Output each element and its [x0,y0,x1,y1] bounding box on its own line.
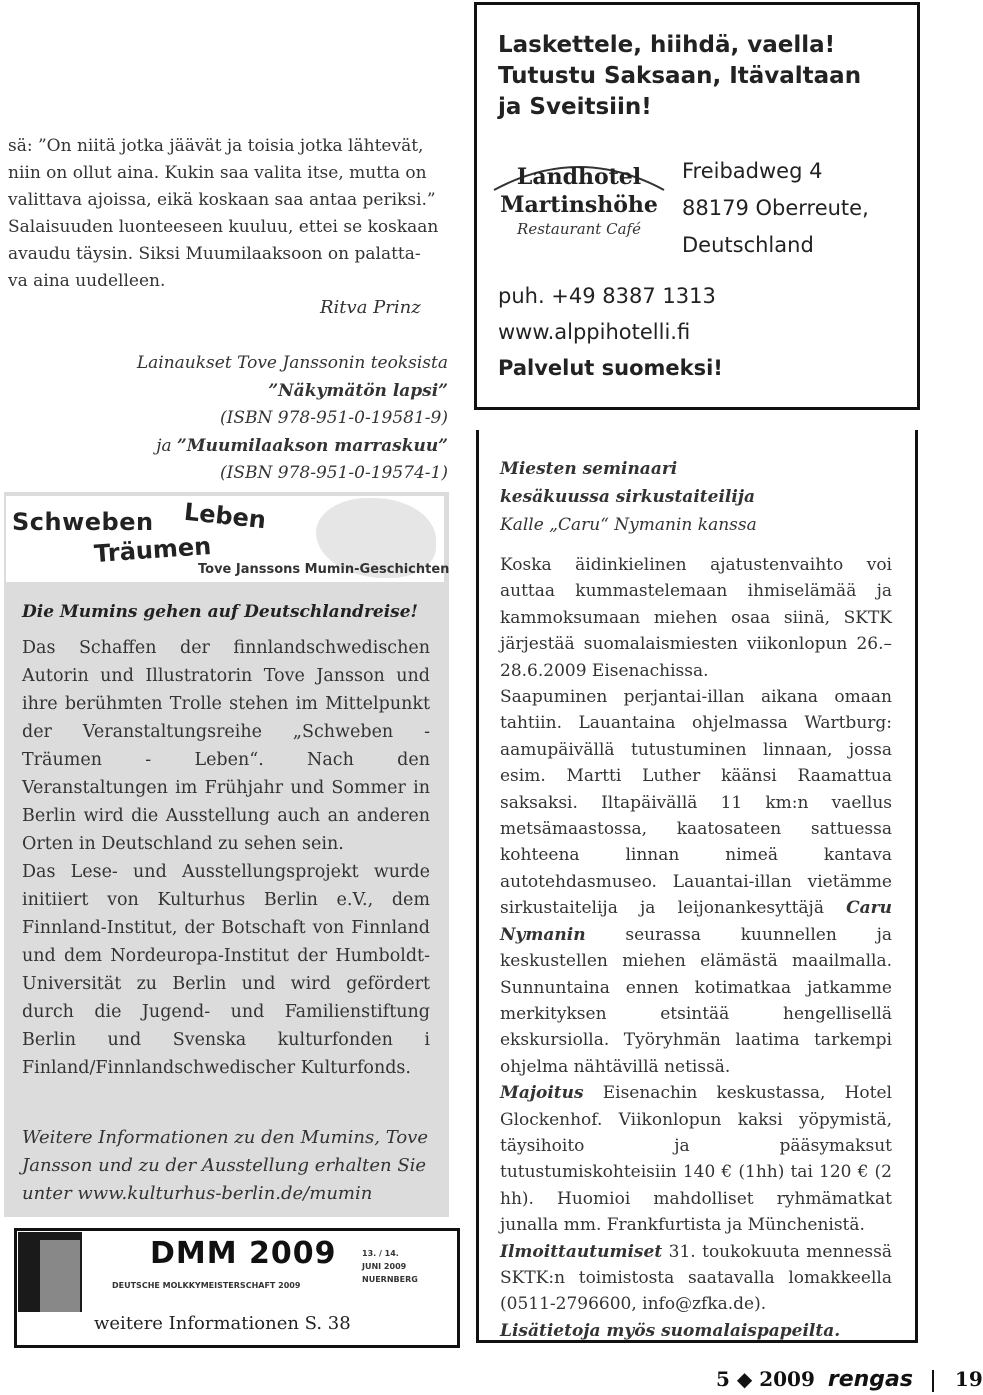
seminar-text: 31. toukokuuta mennessä SKTK:n toimistosta saatavalla lomakkeella (0511-2796600, info@zfka.de). [500,1241,892,1315]
isbn: (ISBN 978-951-0-19581-9) [220,408,448,428]
exhibition-banner [6,496,450,582]
address-line: Deutschland [682,233,814,257]
conjunction: ja [156,435,177,456]
seminar-paragraph [500,1239,892,1318]
seminar-text: Eisenachin keskustassa, Hotel Glockenhof. Viikonlopun kaksi yöpymistä, täysihoito ja pääsymaksut tutustumiskohteisiin 140 € (1hh) tai 120 € (2 hh). Huomioi mahdolliset ryhmämatkat junalla mm. Frankfurtista ja Münchenistä. [500,1083,892,1236]
footer-divider [932,1370,934,1392]
quote-sources [100,350,448,488]
hotel-address [682,153,869,264]
logo-text-3: Restaurant Café [517,220,641,238]
intro-line-text: valittava ajoissa, eikä koskaan saa antaa periksi.” [8,190,436,210]
hotel-contact [498,278,723,386]
logo-text-2: Martinshöhe [500,192,658,218]
seminar-heading-line: Miesten seminaari [500,459,678,479]
website-link[interactable]: www.alppihotelli.fi [498,320,691,344]
seminar-body [500,552,892,1344]
quote-source-line [100,433,448,461]
german-more-info: Weitere Informationen zu den Mumins, Tove Jansson und zu der Ausstellung erhalten Sie unter www.kulturhus-berlin.de/mumin [22,1127,428,1204]
dmm-date-line: JUNI 2009 [362,1262,407,1271]
intro-line-text: sä: ”On niitä jotka jäävät ja toisia jotka lähtevät, [8,136,424,156]
dmm-date-line: 13. / 14. [362,1249,399,1258]
seminar-paragraph: Lisätietoja myös suomalaispapeilta. [500,1320,841,1341]
seminar-heading-line: kesäkuussa sirkustaiteilija [500,487,755,507]
dmm-title: DMM 2009 [150,1236,337,1271]
address-line: 88179 Oberreute, [682,196,869,220]
logo-text-1: Landhotel [516,164,642,190]
seminar-paragraph [500,684,892,1080]
ad-headline-line: Laskettele, hiihdä, vaella! [498,32,836,58]
ad-headline-line: ja Sveitsiin! [498,94,652,120]
intro-line [8,241,448,268]
seminar-text: seurassa kuunnellen ja keskustellen miehen elämästä maailmalla. Sunnuntaina ennen kotimatkaa jatkamme merkityksen etsintää hengellisellä ekskursiolla. Työryhmän laatima tarkempi ohjelma nähtävillä netissä. [500,924,892,1077]
intro-line [8,160,448,187]
page-footer [716,1367,983,1392]
dmm-subtitle: DEUTSCHE MOLKKYMEISTERSCHAFT 2009 [112,1281,301,1290]
quote-source-line: Lainaukset Tove Janssonin teoksista [136,353,448,373]
intro-line [8,133,448,160]
dmm-date [362,1247,418,1286]
intro-line [8,187,448,214]
intro-line-text: niin on ollut aina. Kukin saa valita itse, mutta on [8,163,427,183]
intro-line [8,214,448,241]
hotel-logo [490,150,668,242]
seminar-heading [500,455,757,539]
ad-headline-line: Tutustu Saksaan, Itävaltaan [498,63,862,89]
book-title: ”Näkymätön lapsi” [268,380,448,401]
dmm-footer: weitere Informationen S. 38 [94,1313,351,1334]
german-paragraph: Das Lese- und Ausstellungsprojekt wurde initiiert von Kulturhus Berlin e.V., dem Finnland-Institut, der Botschaft von Finnland und dem Nordeuropa-Institut der Humboldt-Universität zu Berlin und wird gefördert durch die Jugend- und Familienstiftung Berlin und Svenska kulturfonden i Finland/Finnlandschwedischer Kulturfonds. [22,862,430,1078]
page-number: 19 [954,1367,983,1391]
ad-headline [498,30,861,123]
seminar-paragraph [500,1080,892,1238]
seminar-emphasis: Majoitus [500,1083,584,1104]
dmm-date-line: NUERNBERG [362,1275,418,1284]
german-paragraph: Das Schaffen der finnlandschwedischen Autorin und Illustratorin Tove Jansson und ihre berühmten Trolle stehen im Mittelpunkt der Veranstaltungsreihe „Schweben - Träumen - Leben“. Nach den Veranstaltungen im Frühjahr und Sommer in Berlin wird die Ausstellung auch an anderen Orten in Deutschland zu sehen sein. [22,638,430,854]
banner-subtitle: Tove Janssons Mumin-Geschichten [198,562,450,577]
dmm-graphic [40,1240,80,1312]
seminar-text: Saapuminen perjantai-illan aikana omaan tahtiin. Lauantaina ohjelmassa Wartburg: aamupäivällä tutustuminen linnaan, jossa esim. Martti Luther käänsi Raamattua saksaksi. Iltapäivällä 11 km:n vaellus metsämaastossa, kaatosateen sattuessa kohteena linnan nimeä kantava autotehdasmuseo. Lauantai-illan vietämme sirkustaitelija ja leijonankesyttäjä [500,687,892,919]
intro-text [8,133,448,295]
intro-line-text: avaudu täysin. Siksi Muumilaaksoon on palatta- [8,244,421,264]
seminar-emphasis: Caru Nymanin [500,898,892,945]
service-note: Palvelut suomeksi! [498,356,723,380]
book-title: ”Muumilaakson marraskuu” [177,435,448,456]
german-body [22,634,430,1082]
banner-word: Schweben [12,508,154,536]
banner-word: Träumen [93,531,213,569]
seminar-heading-line: Kalle „Caru“ Nymanin kanssa [500,515,757,535]
author-signature: Ritva Prinz [320,297,421,318]
seminar-emphasis: Ilmoittautumiset [500,1241,663,1262]
intro-line [8,268,448,295]
address-line: Freibadweg 4 [682,159,823,183]
intro-line-text: va aina uudelleen. [8,271,166,291]
banner-word: Leben [182,497,268,535]
german-title: Die Mumins gehen auf Deutschlandreise! [22,602,419,622]
isbn: (ISBN 978-951-0-19574-1) [220,463,448,483]
issue-number: 5 ◆ 2009 [716,1367,815,1391]
phone-number: puh. +49 8387 1313 [498,284,716,308]
intro-line-text: Salaisuuden luonteeseen kuuluu, ettei se koskaan [8,217,439,237]
seminar-paragraph: Koska äidinkielinen ajatustenvaihto voi auttaa kummastelemaan ihmiselämää ja kammoksumaan miehen osaa siinä, SKTK järjestää suomalaismiesten viikonlopun 26.–28.6.2009 Eisenachissa. [500,555,892,681]
magazine-logo: rengas [827,1367,913,1392]
